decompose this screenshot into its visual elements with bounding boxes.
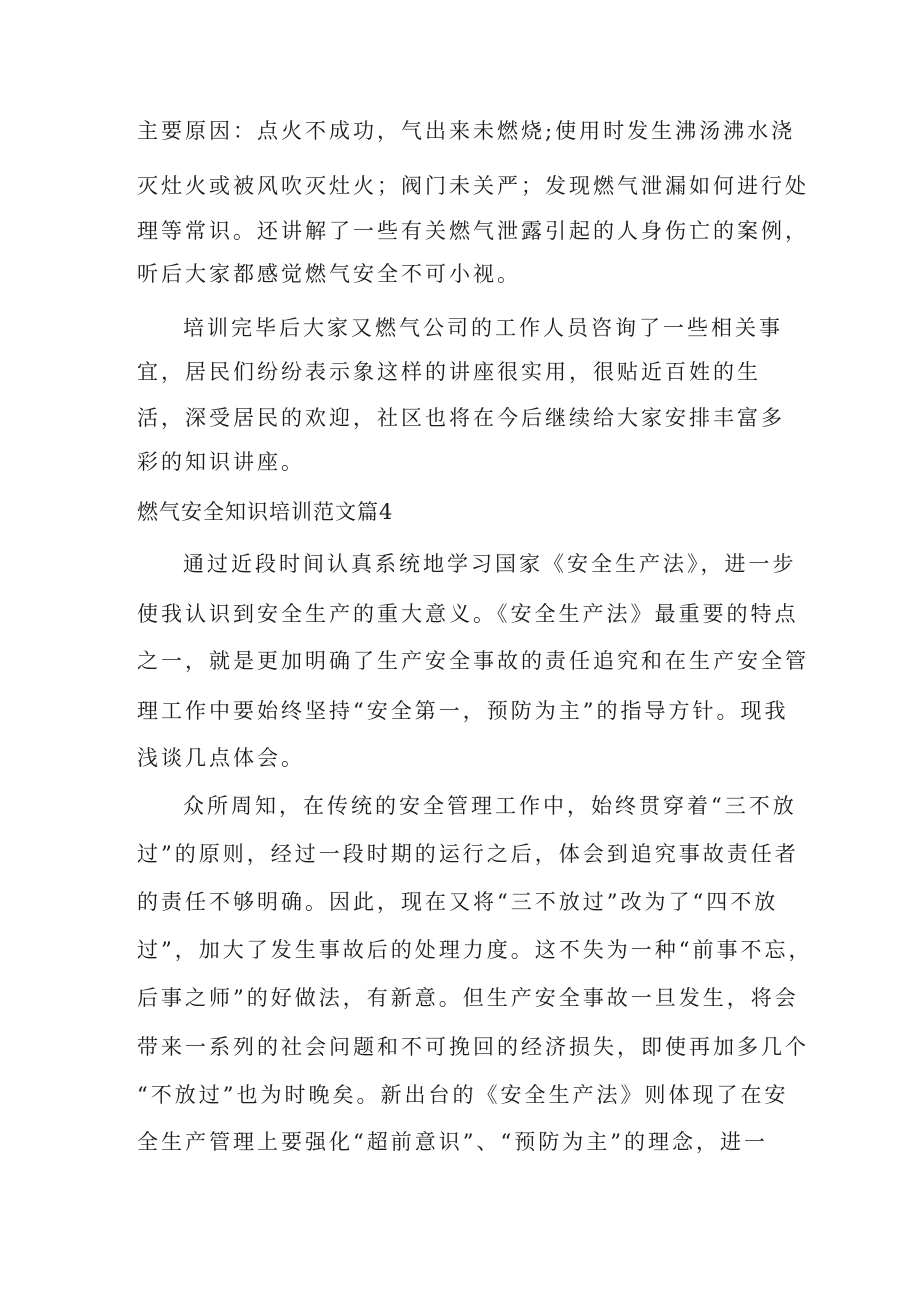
paragraph-1-line-1: 主要原因：点火不成功，气出来未燃烧;使用时发生沸汤沸水浇 bbox=[137, 119, 796, 143]
paragraph-3-line-3: 之一，就是更加明确了生产安全事故的责任追究和在生产安全管 bbox=[137, 649, 809, 673]
paragraph-2-line-2: 宜，居民们纷纷表示象这样的讲座很实用，很贴近百姓的生 bbox=[137, 360, 761, 384]
paragraph-4-line-5: 后事之师”的好做法，有新意。但生产安全事故一旦发生，将会 bbox=[137, 986, 799, 1010]
paragraph-1-line-2: 灭灶火或被风吹灭灶火；阀门未关严；发现燃气泄漏如何进行处 bbox=[137, 174, 809, 198]
section-heading: 燃气安全知识培训范文篇4 bbox=[137, 500, 394, 524]
paragraph-2-line-4: 彩的知识讲座。 bbox=[137, 450, 305, 474]
paragraph-4-line-2: 过”的原则，经过一段时期的运行之后，体会到追究事故责任者 bbox=[137, 842, 799, 866]
paragraph-2-line-1: 培训完毕后大家又燃气公司的工作人员咨询了一些相关事 bbox=[183, 316, 783, 340]
paragraph-4-line-1: 众所周知，在传统的安全管理工作中，始终贯穿着“三不放 bbox=[183, 794, 797, 818]
paragraph-2-line-3: 活，深受居民的欢迎，社区也将在今后继续给大家安排丰富多 bbox=[137, 406, 785, 430]
paragraph-3-line-2: 使我认识到安全生产的重大意义。《安全生产法》最重要的特点 bbox=[137, 602, 799, 626]
paragraph-1-line-4: 听后大家都感觉燃气安全不可小视。 bbox=[137, 262, 521, 286]
paragraph-3-line-5: 浅谈几点体会。 bbox=[137, 746, 305, 770]
paragraph-4-line-7: “不放过”也为时晚矣。新出台的《安全生产法》则体现了在安 bbox=[137, 1083, 789, 1107]
paragraph-4-line-4: 过”，加大了发生事故后的处理力度。这不失为一种“前事不忘， bbox=[137, 938, 813, 962]
paragraph-4-line-3: 的责任不够明确。因此，现在又将“三不放过”改为了“四不放 bbox=[137, 890, 779, 914]
paragraph-4-line-6: 带来一系列的社会问题和不可挽回的经济损失，即使再加多几个 bbox=[137, 1035, 809, 1059]
paragraph-4-line-8: 全生产管理上要强化“超前意识”、“预防为主”的理念，进一 bbox=[137, 1130, 768, 1154]
paragraph-1-line-3: 理等常识。还讲解了一些有关燃气泄露引起的人身伤亡的案例， bbox=[137, 219, 809, 243]
paragraph-3-line-4: 理工作中要始终坚持“安全第一，预防为主”的指导方针。现我 bbox=[137, 699, 789, 723]
paragraph-3-line-1: 通过近段时间认真系统地学习国家《安全生产法》，进一步 bbox=[183, 552, 797, 576]
